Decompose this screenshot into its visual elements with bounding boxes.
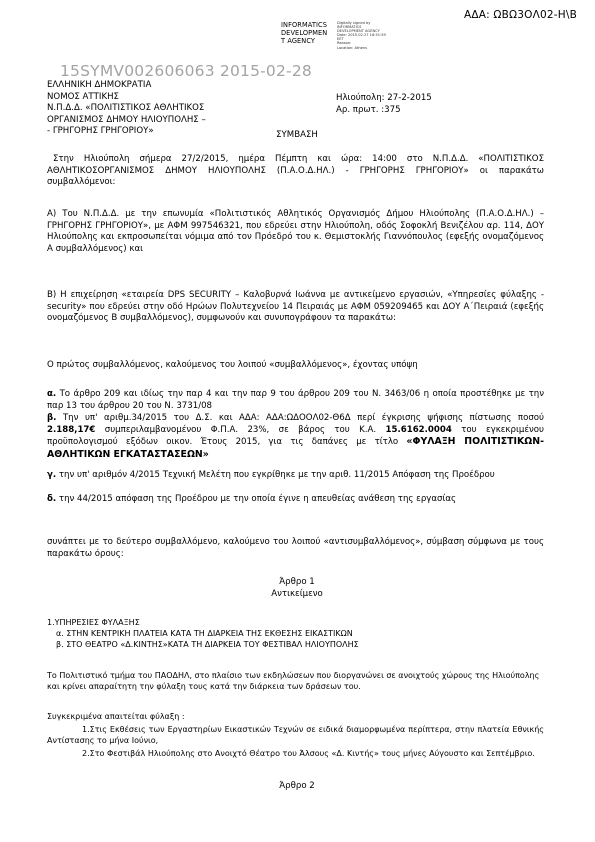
budget-code: 15.6162.0004 [385, 424, 452, 435]
consideration-c [47, 470, 544, 482]
issuer-line: Ν.Π.Δ.Δ. «ΠΟΛΙΤΙΣΤΙΚΟΣ ΑΘΛΗΤΙΚΟΣ [47, 103, 205, 113]
party-b-paragraph: Β) Η επιχείρηση «εταιρεία DPS SECURITY – Καλοβυρνά Ιωάννα με αντικείμενο εργασιών, «Υπηρεσίες φύλαξης -security» που εδρεύει στην οδό Ηρώων Πολυτεχνείου 14 Πειραιάς με ΑΦΜ 059209465 και ΔΟΥ Α΄Πειραιά (εφεξής ονομαζόμενος Β συμβαλλόμενος), συμφωνούν και συνυπογράφουν τα παρακάτω: [47, 290, 544, 323]
first-party-line: Ο πρώτος συμβαλλόμενος, καλούμενος του λοιπού «συμβαλλόμενος», έχοντας υπόψη [47, 360, 418, 370]
consideration-b [47, 413, 544, 461]
protocol-number: Αρ. πρωτ. :375 [336, 104, 401, 115]
signature-detail: EET [337, 37, 344, 42]
document-date: Ηλιούπολη: 27-2-2015 [336, 93, 432, 103]
services-section [47, 617, 547, 650]
contract-clause: συνάπτει με το δεύτερο συμβαλλόμενο, καλούμενο του λοιπού «αντισυμβαλλόμενος», σύμβαση σύμφωνα με τους παρακάτω όρους: [47, 537, 544, 559]
signature-detail: Location: Athens [337, 45, 367, 50]
expense-title: «ΦΥΛΑΞΗ ΠΟΛΙΤΙΣΤΙΚΩΝ-ΑΘΛΗΤΙΚΩΝ ΕΓΚΑΤΑΣΤΑΣΕΩΝ» [47, 436, 544, 460]
signature-detail: Date: 2015.02.27 16:51:59 [337, 33, 386, 38]
date-protocol [336, 93, 516, 116]
document-title: ΣΥΜΒΑΣΗ [276, 130, 318, 140]
signature-detail: Reason: [337, 41, 352, 46]
consideration-label: δ. [47, 494, 57, 504]
consideration-a [47, 389, 544, 412]
consideration-label: β. [47, 413, 57, 423]
services-heading: 1.ΥΠΗΡΕΣΙΕΣ ΦΥΛΑΞΗΣ [47, 618, 140, 627]
consideration-text: την υπ' αριθμόν 4/2015 Τεχνική Μελέτη που εγκρίθηκε με την αριθ. 11/2015 Απόφαση της Προέδρου [58, 470, 495, 480]
intro-paragraph: Στην Ηλιούπολη σήμερα 27/2/2015, ημέρα Πέμπτη και ώρα: 14:00 στο Ν.Π.Δ.Δ. «ΠΟΛΙΤΙΣΤΙΚΟΣ ΑΘΛΗΤΙΚΟΣΟΡΓΑΝΙΣΜΟΣ ΔΗΜΟΥ ΗΛΙΟΥΠΟΛΗΣ (Π.Α.Ο.Δ.ΗΛ.) - ΓΡΗΓΟΡΗΣ ΓΡΗΓΟΡΙΟΥ» οι παρακάτω συμβαλλόμενοι: [47, 154, 544, 187]
credit-amount: 2.188,17€ [47, 424, 96, 435]
cultural-paragraph: Το Πολιτιστικό τμήμα του ΠΑΟΔΗΛ, στο πλαίσιο των εκδηλώσεων που διοργανώνει σε ανοιχτούς χώρους της Ηλιούπολης και κρίνει απαραίτητη την φύλαξη τους κατά την διάρκεια των δράσεων του. [47, 671, 540, 691]
signature-logo [281, 21, 327, 46]
article-1-title: Αντικείμενο [271, 589, 323, 599]
issuer-line: - ΓΡΗΓΟΡΗΣ ΓΡΗΓΟΡΙΟΥ» [47, 126, 154, 136]
issuer-line: ΕΛΛΗΝΙΚΗ ΔΗΜΟΚΡΑΤΙΑ [47, 80, 152, 90]
signature-details [337, 21, 386, 50]
consideration-d [47, 494, 544, 506]
services-item: β. ΣΤΟ ΘΕΑΤΡΟ «Δ.ΚΙΝΤΗΣ»ΚΑΤΑ ΤΗ ΔΙΑΡΚΕΙΑ ΤΟΥ ΦΕΣΤΙΒΑΛ ΗΛΙΟΥΠΟΛΗΣ [56, 640, 359, 649]
registration-stamp: 15SYMV002606063 2015-02-28 [60, 62, 312, 80]
signature-detail: INFORMATICS [337, 25, 362, 30]
signature-logo-line: INFORMATICS [281, 21, 327, 29]
article-1-heading: Άρθρο 1 [279, 577, 315, 587]
signature-detail: Digitally signed by [337, 21, 371, 25]
specific-item: 1.Στις Εκθέσεις των Εργαστηρίων Εικαστικών Τεχνών σε ειδικά διαμορφωμένα περίπτερα, στην πλατεία Εθνικής Αντίστασης το μήνα Ιούνιο, [47, 725, 544, 745]
consideration-text: Το άρθρο 209 και ιδίως την παρ 4 και την παρ 9 του άρθρου 209 του Ν. 3463/06 η οποία προστέθηκε με την παρ 13 του άρθρου 20 του Ν. 3731/08 [47, 389, 544, 411]
signature-logo-line: T AGENCY [281, 37, 316, 46]
consideration-text: την 44/2015 απόφαση της Προέδρου με την οποία έγινε η απευθείας ανάθεση της εργασίας [58, 494, 457, 504]
consideration-label: α. [47, 389, 57, 399]
issuer-header [47, 80, 297, 138]
ada-code: ΑΔΑ: ΩΒΩ3ΟΛ02-Η\Β [464, 9, 577, 21]
consideration-label: γ. [47, 470, 57, 480]
issuer-line: ΝΟΜΟΣ ΑΤΤΙΚΗΣ [47, 91, 119, 102]
specific-item: 2.Στο Φεστιβάλ Ηλιούπολης στο Ανοιχτό Θέατρο του Άλσους «Δ. Κιντής» τους μήνες Αύγουστο και Σεπτέμβριο. [82, 749, 535, 758]
issuer-line: ΟΡΓΑΝΙΣΜΟΣ ΔΗΜΟΥ ΗΛΙΟΥΠΟΛΗΣ – [47, 114, 206, 125]
article-2-heading: Άρθρο 2 [279, 781, 315, 791]
consideration-text: του εγκεκριμένου προϋπολογισμού εξόδων οικον. Έτους 2015, για τις δαπάνες με τίτλο [47, 424, 545, 447]
signature-detail: DEVELOPMENT AGENCY [337, 29, 380, 34]
consideration-text: συμπεριλαμβανομένου Φ.Π.Α. 23%, σε βάρος του Κ.Α. [104, 424, 377, 435]
party-a-paragraph: Α) Του Ν.Π.Δ.Δ. με την επωνυμία «Πολιτιστικός Αθλητικός Οργανισμός Δήμου Ηλιούπολης (Π.Α.Ο.Δ.ΗΛ.) – ΓΡΗΓΟΡΗΣ ΓΡΗΓΟΡΙΟΥ», με ΑΦΜ 997546321, που εδρεύει στην Ηλιούπολη, οδός Σοφοκλή Βενιζέλου αρ. 114, ΔΟΥ Ηλιούπολης και εκπροσωπείται νόμιμα από τον Πρόεδρό του κ. Θεμιστοκλής Γιαννόπουλος (εφεξής ονομαζόμενος Α συμβαλλόμενος) και [47, 209, 544, 254]
signature-logo-line: DEVELOPMEN [281, 29, 328, 38]
digital-signature [281, 21, 399, 49]
services-item: α. ΣΤΗΝ ΚΕΝΤΡΙΚΗ ΠΛΑΤΕΙΑ ΚΑΤΑ ΤΗ ΔΙΑΡΚΕΙΑ ΤΗΣ ΕΚΘΕΣΗΣ ΕΙΚΑΣΤΙΚΩΝ [56, 629, 353, 638]
specifically-line: Συγκεκριμένα απαιτείται φύλαξη : [47, 712, 185, 721]
consideration-text: Την υπ' αριθμ.34/2015 του Δ.Σ. και ΑΔΑ: ΑΔΑ:ΩΔΟΟΛ02-Θ6Δ περί έγκρισης ψήφισης πίστωσης ποσού [62, 413, 544, 423]
